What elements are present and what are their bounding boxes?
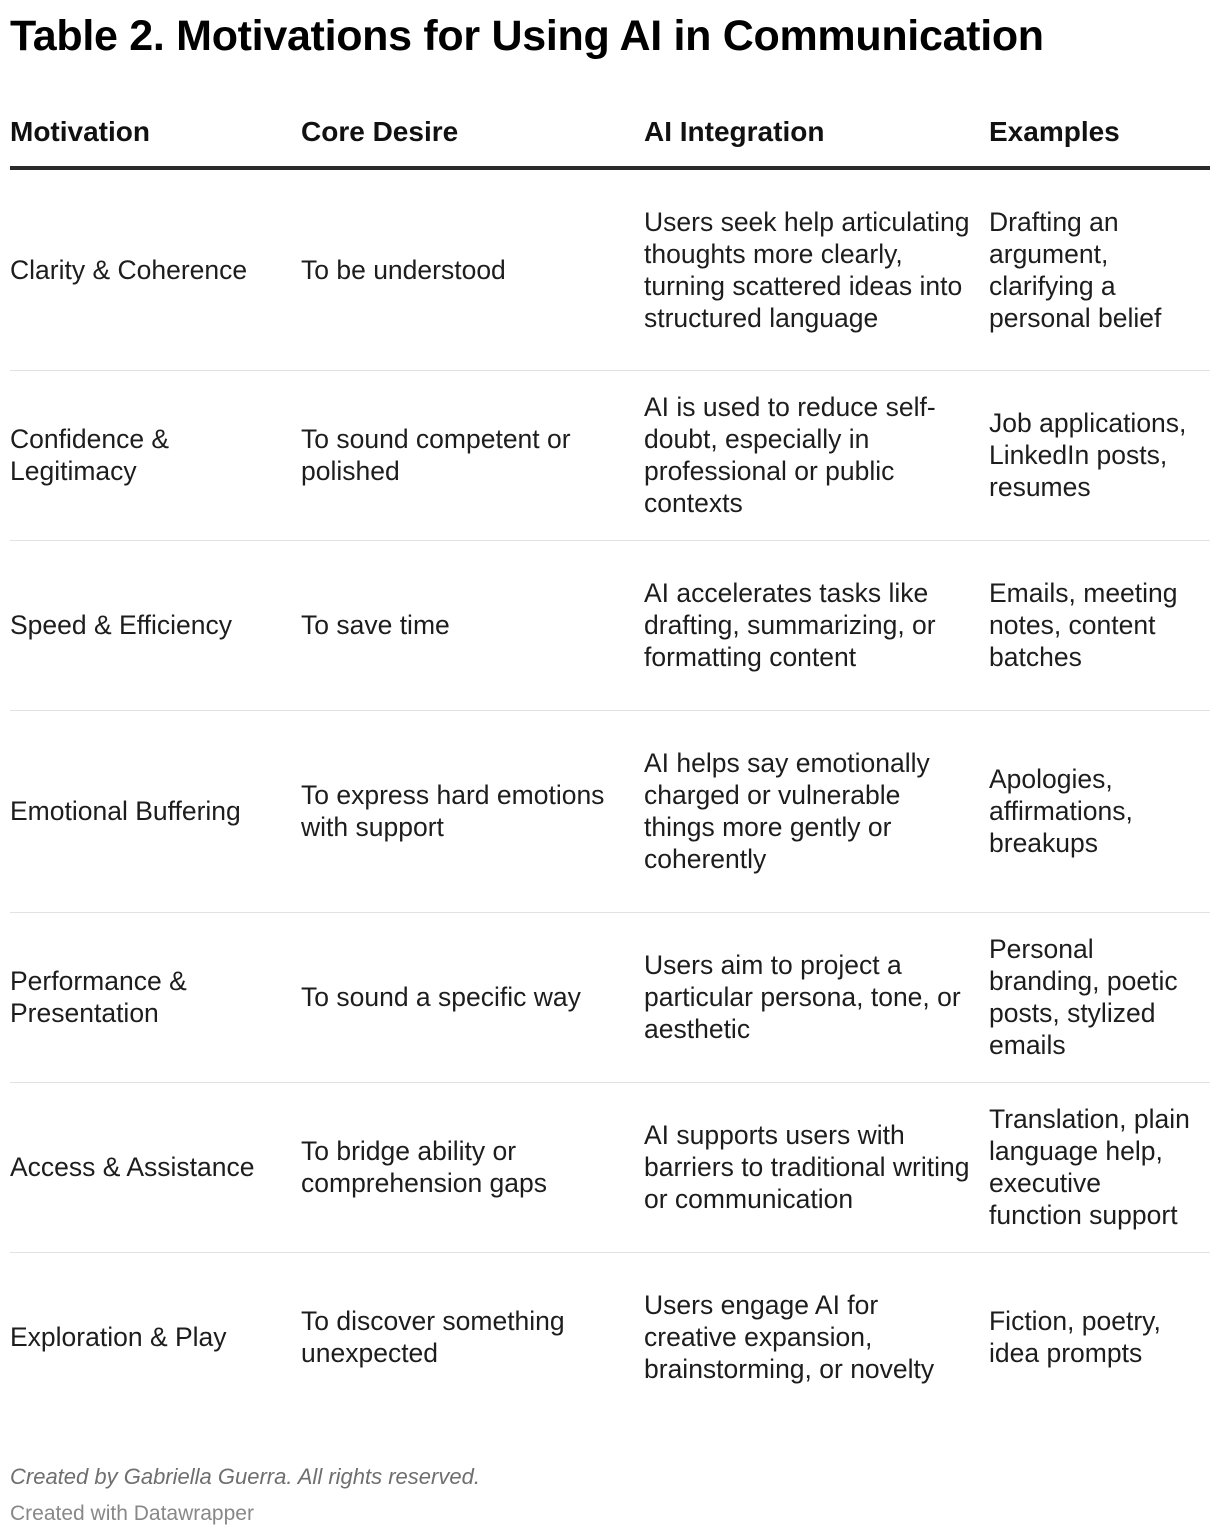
cell-examples: Emails, meeting notes, content batches [989,540,1210,710]
cell-examples: Apologies, affirmations, breakups [989,710,1210,912]
table-header-row [10,102,1210,168]
column-header-examples: Examples [989,102,1210,168]
column-header-core-desire: Core Desire [301,102,644,168]
cell-motivation: Emotional Buffering [10,710,301,912]
cell-motivation: Exploration & Play [10,1322,227,1353]
cell-motivation: Performance & Presentation [10,912,301,1082]
cell-motivation: Clarity & Coherence [10,168,301,370]
table-row [10,1082,1210,1252]
cell-motivation: Speed & Efficiency [10,540,301,710]
cell-ai-integration: AI helps say emotionally charged or vulnerable things more gently or coherently [644,710,989,912]
datawrapper-attribution: Created with Datawrapper [10,1502,254,1525]
table-title: Table 2. Motivations for Using AI in Communication [10,12,1044,60]
table-row [10,710,1210,912]
cell-core-desire: To be understood [301,168,644,370]
cell-ai-integration: Users seek help articulating thoughts more clearly, turning scattered ideas into structured language [644,168,989,370]
cell-core-desire: To express hard emotions with support [301,710,644,912]
cell-examples: Job applications, LinkedIn posts, resumes [989,370,1210,540]
cell-core-desire: To save time [301,540,644,710]
table-row [10,168,1210,370]
cell-core-desire: To sound competent or polished [301,370,644,540]
cell-examples: Translation, plain language help, executive function support [989,1082,1210,1252]
column-header-ai-integration: AI Integration [644,102,989,168]
cell-ai-integration: Users aim to project a particular persona, tone, or aesthetic [644,912,989,1082]
table-row [10,540,1210,710]
column-header-motivation: Motivation [10,102,301,168]
cell-examples: Fiction, poetry, idea prompts [989,1306,1161,1369]
motivations-table [10,102,1210,1422]
credit-note: Created by Gabriella Guerra. All rights reserved. [10,1464,480,1489]
cell-motivation: Confidence & Legitimacy [10,370,301,540]
cell-core-desire: To sound a specific way [301,912,644,1082]
cell-ai-integration: AI supports users with barriers to traditional writing or communication [644,1082,989,1252]
cell-core-desire: To discover something unexpected [301,1306,565,1369]
cell-ai-integration: AI is used to reduce self-doubt, especially in professional or public contexts [644,370,989,540]
cell-motivation: Access & Assistance [10,1082,301,1252]
cell-examples: Drafting an argument, clarifying a personal belief [989,168,1210,370]
cell-ai-integration: AI accelerates tasks like drafting, summarizing, or formatting content [644,540,989,710]
table-row [10,912,1210,1082]
table-row [10,370,1210,540]
cell-ai-integration: Users engage AI for creative expansion, brainstorming, or novelty [644,1290,935,1385]
cell-examples: Personal branding, poetic posts, stylized emails [989,912,1210,1082]
cell-core-desire: To bridge ability or comprehension gaps [301,1082,644,1252]
table-row [10,1252,1210,1422]
